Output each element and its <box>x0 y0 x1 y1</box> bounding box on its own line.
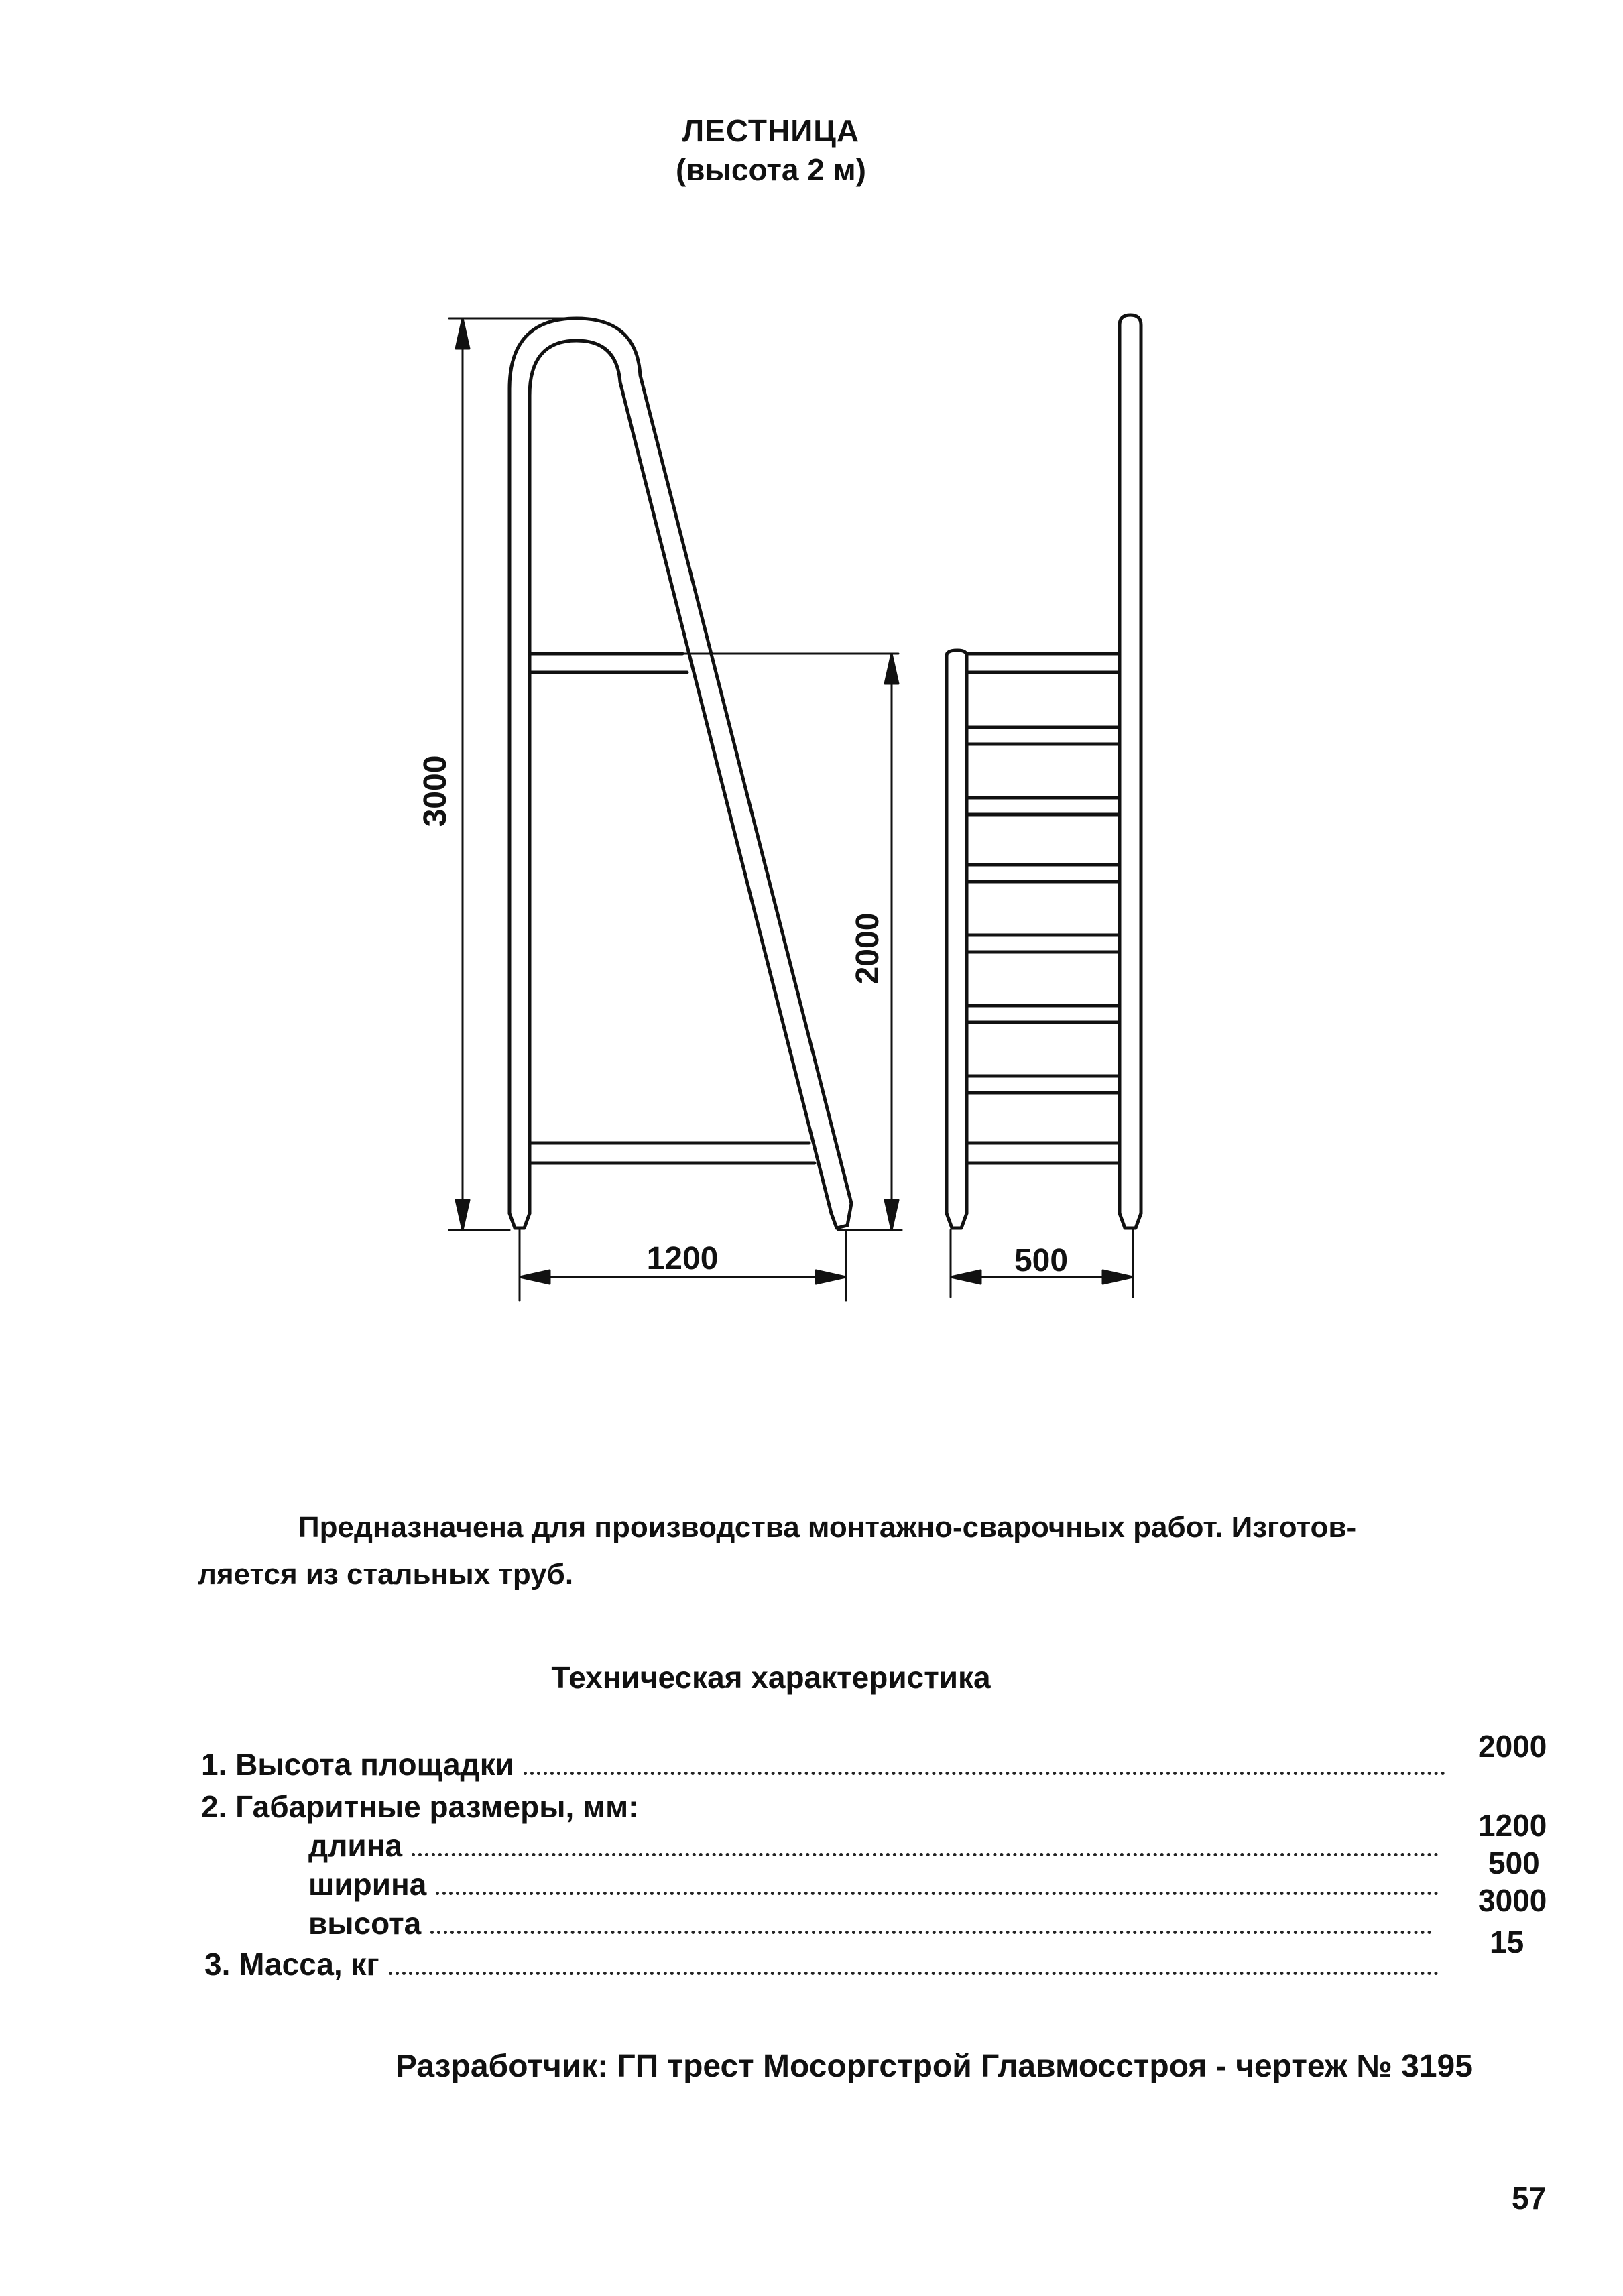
spec-row-height <box>308 1905 1441 1941</box>
front-view-frame <box>947 315 1141 1228</box>
spec-row-length <box>308 1827 1448 1864</box>
page-number: 57 <box>1512 2181 1547 2216</box>
developer-note: Разработчик: ГП трест Мосоргстрой Главмосстроя - чертеж № 3195 <box>396 2049 1473 2084</box>
leader-dots <box>436 1891 1439 1895</box>
dimension-label-2000: 2000 <box>850 912 886 985</box>
specs-title: Техническая характеристика <box>551 1660 991 1695</box>
leader-dots <box>389 1971 1439 1975</box>
side-view-frame <box>509 318 851 1228</box>
spec-row-platform-height <box>201 1746 1455 1783</box>
spec-label: высота <box>308 1906 422 1941</box>
spec-label: 1. Высота площадки <box>201 1747 515 1782</box>
spec-value-length: 1200 <box>1478 1808 1547 1843</box>
page-title: ЛЕСТНИЦА <box>682 113 860 148</box>
description-line-2: ляется из стальных труб. <box>198 1558 574 1591</box>
spec-value-platform-height: 2000 <box>1478 1729 1547 1764</box>
dimension-label-500: 500 <box>1014 1243 1069 1278</box>
leader-dots <box>412 1852 1439 1856</box>
spec-label: 3. Масса, кг <box>204 1947 379 1982</box>
spec-row-width <box>308 1866 1448 1902</box>
spec-value-mass: 15 <box>1490 1925 1524 1959</box>
spec-label: длина <box>308 1828 403 1863</box>
spec-label: ширина <box>308 1867 427 1902</box>
spec-label: 2. Габаритные размеры, мм: <box>201 1789 639 1824</box>
leader-dots <box>430 1930 1432 1934</box>
dimension-label-1200: 1200 <box>646 1241 719 1276</box>
spec-row-dimensions-heading <box>201 1789 638 1825</box>
spec-row-mass <box>204 1946 1448 1982</box>
dimension-label-3000: 3000 <box>418 755 453 827</box>
spec-value-width: 500 <box>1488 1846 1540 1880</box>
page-subtitle: (высота 2 м) <box>675 152 867 187</box>
description-line-1: Предназначена для производства монтажно-сварочных работ. Изготов- <box>298 1511 1357 1544</box>
spec-value-height: 3000 <box>1478 1883 1547 1918</box>
leader-dots <box>524 1771 1445 1775</box>
